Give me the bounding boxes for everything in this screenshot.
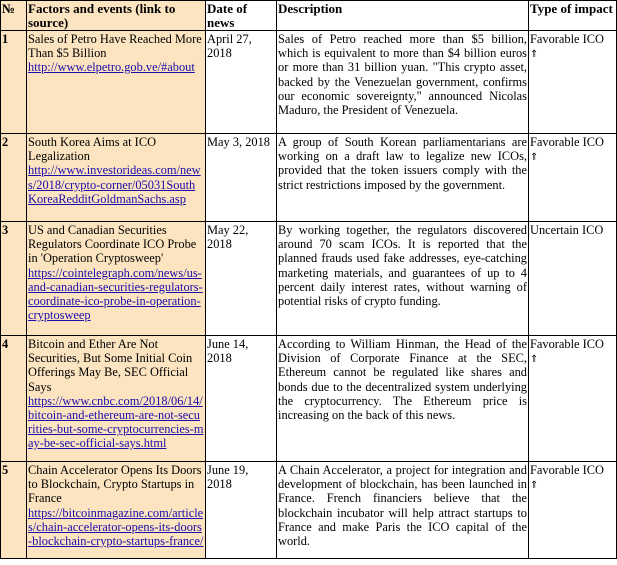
impact-label: Uncertain ICO bbox=[530, 223, 604, 237]
description-cell: According to William Hinman, the Head of the Division of Corporate Finance at the SEC, Ethereum cannot be regulated like shares and bonds due to the decentralized system underlying the cryptocurrency. The Ethereum price is increasing on the back of this news. bbox=[277, 336, 529, 462]
row-number: 3 bbox=[1, 222, 27, 336]
impact-label: Favorable ICO bbox=[530, 32, 604, 46]
factor-cell bbox=[27, 336, 206, 462]
factor-title: Sales of Petro Have Reached More Than $5 Billion bbox=[28, 32, 202, 61]
row-number: 5 bbox=[1, 462, 27, 559]
table-row bbox=[1, 134, 617, 222]
row-number: 4 bbox=[1, 336, 27, 462]
header-row bbox=[1, 1, 617, 31]
date-cell: April 27, 2018 bbox=[206, 31, 277, 134]
row-number: 1 bbox=[1, 31, 27, 134]
impact-label: Favorable ICO bbox=[530, 463, 604, 477]
table-row bbox=[1, 462, 617, 559]
impact-cell bbox=[529, 336, 617, 462]
factor-cell bbox=[27, 462, 206, 559]
description-cell: A Chain Accelerator, a project for integration and development of blockchain, has been launched in France. French financiers believe that the blockchain incubator will help attract startups to France and make Paris the ICO capital of the world. bbox=[277, 462, 529, 559]
impact-cell bbox=[529, 222, 617, 336]
source-link[interactable]: https://cointelegraph.com/news/us-and-canadian-securities-regulators-coordinate-ico-probe-in-operation-cryptosweep bbox=[28, 265, 203, 323]
date-cell: June 19, 2018 bbox=[206, 462, 277, 559]
impact-cell bbox=[529, 462, 617, 559]
up-arrow-icon: ⇑ bbox=[530, 49, 539, 61]
up-arrow-icon: ⇑ bbox=[530, 152, 539, 164]
source-link[interactable]: http://www.investorideas.com/news/2018/crypto-corner/05031SouthKoreaRedditGoldmanSachs.asp bbox=[28, 163, 201, 206]
header-impact: Type of impact bbox=[529, 1, 617, 31]
header-date: Date of news bbox=[206, 1, 277, 31]
factor-cell bbox=[27, 31, 206, 134]
factor-title: US and Canadian Securities Regulators Coordinate ICO Probe in 'Operation Cryptosweep' bbox=[28, 223, 197, 266]
table-row bbox=[1, 222, 617, 336]
factor-cell bbox=[27, 134, 206, 222]
source-link[interactable]: https://bitcoinmagazine.com/articles/chain-accelerator-opens-its-doors-blockchain-crypto-startups-france/ bbox=[28, 505, 204, 549]
date-cell: May 22, 2018 bbox=[206, 222, 277, 336]
header-factors: Factors and events (link to source) bbox=[27, 1, 206, 31]
description-cell: By working together, the regulators discovered around 70 scam ICOs. It is reported that the planned frauds used fake addresses, eye-catching marketing materials, and guarantees of up to 4 percent daily interest rates, without warning of potential risks of crypto funding. bbox=[277, 222, 529, 336]
factor-cell bbox=[27, 222, 206, 336]
up-arrow-icon: ⇑ bbox=[530, 354, 539, 366]
impact-label: Favorable ICO bbox=[530, 135, 604, 149]
source-link[interactable]: http://www.elpetro.gob.ve/#about bbox=[28, 60, 195, 75]
header-description: Description bbox=[277, 1, 529, 31]
date-cell: June 14, 2018 bbox=[206, 336, 277, 462]
up-arrow-icon: ⇑ bbox=[530, 480, 539, 492]
impact-cell bbox=[529, 134, 617, 222]
description-cell: Sales of Petro reached more than $5 billion, which is equivalent to more than $4 billion euros or more than 31 billion yuan. "This crypto asset, backed by the Venezuelan government, confirms our economic sovereignty," announced Nicolas Maduro, the President of Venezuela. bbox=[277, 31, 529, 134]
header-num: № bbox=[1, 1, 27, 31]
factor-title: Chain Accelerator Opens Its Doors to Blockchain, Crypto Startups in France bbox=[28, 463, 202, 506]
factor-title: South Korea Aims at ICO Legalization bbox=[28, 135, 157, 164]
source-link[interactable]: https://www.cnbc.com/2018/06/14/bitcoin-and-ethereum-are-not-securities-but-some-cryptocurrencies-may-be-sec-official-says.html bbox=[28, 393, 204, 451]
impact-label: Favorable ICO bbox=[530, 337, 604, 351]
factor-title: Bitcoin and Ether Are Not Securities, But Some Initial Coin Offerings May Be, SEC Official Says bbox=[28, 337, 193, 394]
table-row bbox=[1, 31, 617, 134]
impact-cell bbox=[529, 31, 617, 134]
description-cell: A group of South Korean parliamentarians are working on a draft law to legalize new ICOs, provided that the token issuers comply with the strict restrictions imposed by the government. bbox=[277, 134, 529, 222]
table-row bbox=[1, 336, 617, 462]
row-number: 2 bbox=[1, 134, 27, 222]
date-cell: May 3, 2018 bbox=[206, 134, 277, 222]
